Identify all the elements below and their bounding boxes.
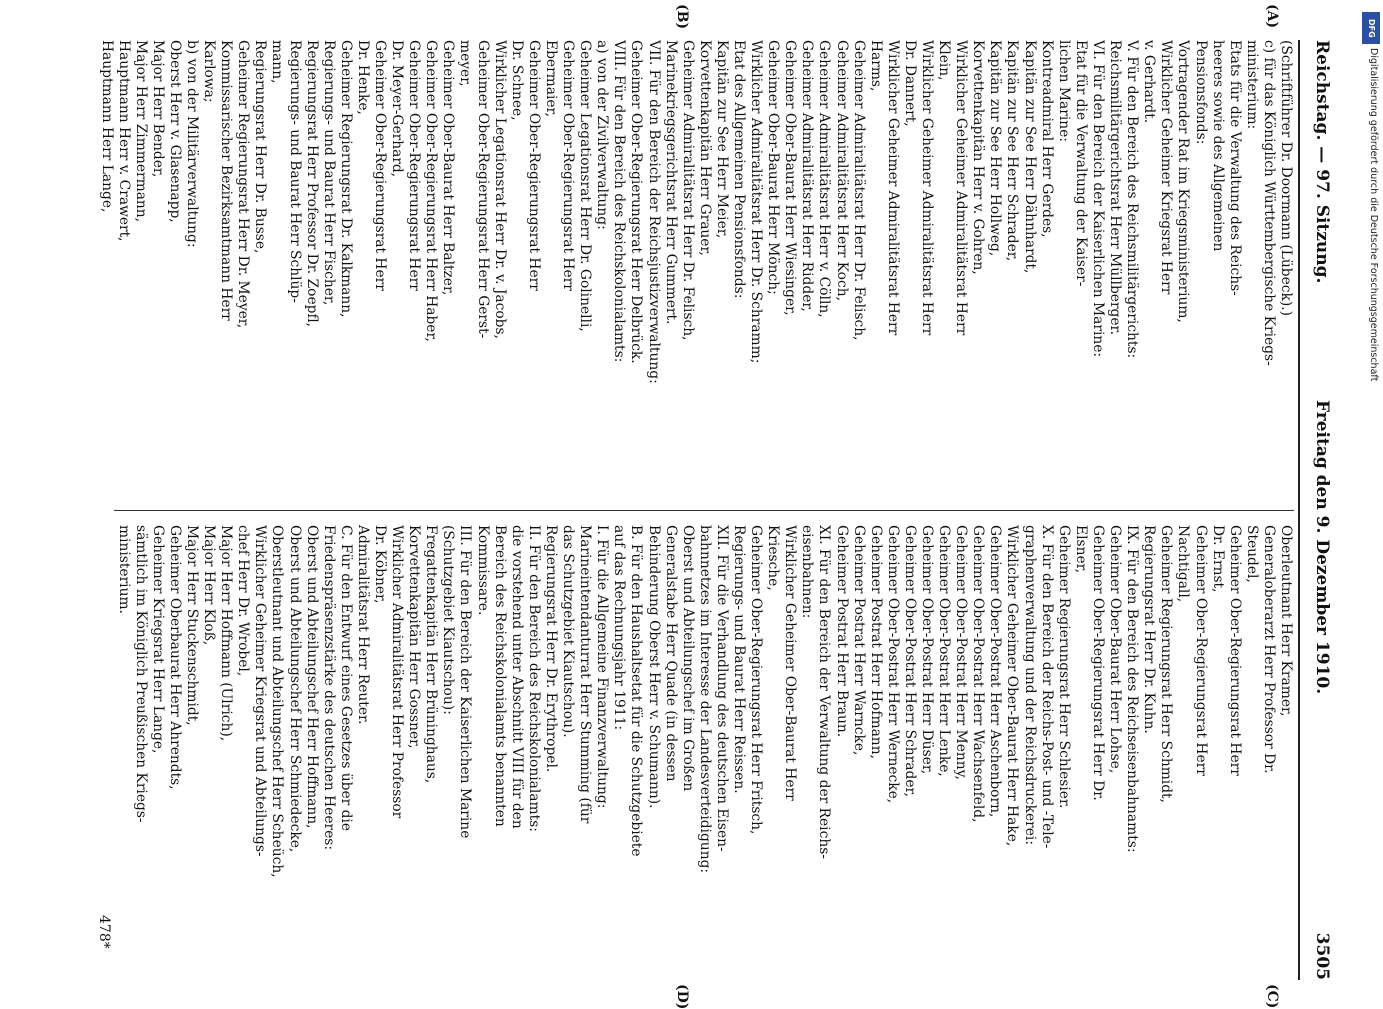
dfg-logo: DFG [1362,12,1380,44]
text-line: Klein, [936,40,953,81]
text-line: eisenbahnen: [799,525,816,619]
text-line: Kapitän zur See Herr Schrader, [1004,40,1021,262]
text-line: Dr. Schnee, [508,40,525,121]
text-line: Geheimer Ober-Regierungsrat Herr Dr. [1089,525,1106,801]
text-line: Oberstleutnant und Abteilungschef Herr Scheüch, [269,525,286,878]
text-line: Karlowa; [201,40,218,103]
text-line: Geheimer Ober-Postrat Herr Schrader, [901,525,918,797]
text-line: Wirklicher Geheimer Admiralitätsrat Herr [884,40,901,336]
rotated-page [80,4,1340,1009]
text-line: mann, [269,40,286,84]
text-line: Wirklicher Admiralitätsrat Herr Professor [389,525,406,819]
margin-mark-a: (A) [1264,4,1280,29]
text-line: Regierungs- und Baurat Herr Reissen. [731,525,747,794]
text-line: Etats für die Verwaltung des Reichs- [1226,40,1243,296]
text-line: Geheimer Ober-Regierungsrat Herr [525,40,542,291]
text-line: Geheimer Admiralitätsrat Herr v. Cölln, [816,40,833,318]
text-line: V. Für den Bereich des Reichsmilitärgerichts: [1124,40,1141,359]
text-line: Hauptmann Herr v. Crawert, [115,40,132,242]
text-line: Oberst und Abteilungschef Herr Hoffmann, [303,525,320,829]
text-line: Dr. Ernst, [1209,525,1226,593]
text-line: Pensionsfonds: [1192,40,1209,145]
text-line: meyer, [457,40,474,87]
text-line: lichen Marine: [1055,40,1072,142]
text-line: Admiralitätsrat Herr Reuter. [354,525,371,725]
dfg-sidebar [1362,12,1380,992]
text-line: Geheimer Postrat Herr Braun. [833,525,850,738]
text-line: Geheimer Postrat Herr Warncke, [850,525,867,756]
text-line: Geheimer Regierungsrat Herr Schlesier. [1055,525,1072,809]
text-line: Geheimer Admiralitätsrat Herr Dr. Felisch, [679,40,696,341]
text-line: Nachtigall, [1175,525,1192,603]
text-line: (Schutzgebiet Kiautschou): [440,525,457,715]
text-line: v. Gerhardt. [1141,40,1158,124]
text-line: Ebermaier, [542,40,559,118]
text-line: XII. Für die Verhandlung des deutschen Eisen- [713,525,730,852]
header-rule [1298,40,1300,980]
text-line: Friedenspräsenzstärke des deutschen Heeres: [320,525,337,850]
text-line: Geheimer Kriegsrat Herr Lange, [149,525,166,754]
text-line: X. Für den Bereich der Reichs-Post- und -Tele- [1038,525,1055,849]
text-line: sämtlich im Königlich Preußischen Kriegs- [132,525,149,823]
text-line: Oberst und Abteilungschef Herr Schmiedecke, [286,525,303,853]
dfg-credit-text: Digitalisierung gefördert durch die Deutsche Forschungsgemeinschaft [1368,48,1379,382]
text-line: Fregattenkapitän Herr Brüninghaus, [423,525,440,784]
text-line: Geheimer Regierungsrat Herr Schmidt, [1158,525,1175,803]
text-line: Geheimer Ober-Baurat Herr Mönch; [765,40,782,295]
text-line: Kapitän zur See Herr Dähnhardt, [1021,40,1038,274]
text-line: Geheimer Admiralitätsrat Herr Koch, [833,40,850,301]
text-line: c) für das Königlich Württembergische Kriegs- [1260,40,1277,366]
header-left: Reichstag. — 97. Sitzung. [1312,40,1332,284]
text-line: heeres sowie des Allgemeinen [1209,40,1226,252]
signature-mark: 478* [96,915,112,949]
text-line: VIII. Für den Bereich des Reichskolonialamts: [611,40,628,363]
text-line: I. Für die Allgemeine Finanzverwaltung: [594,525,611,809]
text-line: Kontreadmiral Herr Gerdes, [1038,40,1055,238]
text-line: Regierungs- und Baurat Herr Fischer, [320,40,337,306]
text-line: Geheimer Ober-Postrat Herr Aschenborn, [987,525,1004,818]
text-line: bahnnetzes im Interesse der Landesverteidigung: [696,525,713,874]
text-line: b) von der Militärverwaltung: [184,40,200,248]
text-line: Geheimer Admiralitätsrat Herr Dr. Felisch, [850,40,867,341]
text-line: Geheimer Ober-Regierungsrat Herr [1226,525,1243,776]
text-line: III. Für den Bereich der Kaiserlichen Marine [457,525,474,839]
left-column [97,40,1294,495]
text-line: Geheimer Ober-Regierungsrat Herr Fritsch, [748,525,765,835]
text-line: chef Herr Dr. Wrobel, [235,525,252,677]
text-line: Geheimer Postrat Herr Hofmann, [867,525,884,759]
text-line: Major Herr Kloß, [201,525,218,646]
text-line: ministerium. [115,525,132,614]
text-line: Major Herr Stuckenschmidt, [184,525,200,726]
text-line: Regierungsrat Herr Dr. Erythropel. [542,525,559,773]
text-line: Korvettenkapitän Herr Grauer, [696,40,713,256]
text-line: Harms, [867,40,884,92]
text-line: Wirklicher Geheimer Ober-Baurat Herr Hake, [1004,525,1021,847]
text-line: Geheimer Admiralitätsrat Herr Ridder, [799,40,816,312]
text-line: Geheimer Ober-Baurat Herr Baltzer, [440,40,457,296]
text-line: II. Für den Bereich des Reichskolonialamts: [525,525,542,832]
right-column [115,525,1294,980]
text-line: B. Für den Haushaltsetat für die Schutzgebiete [628,525,645,857]
text-line: Oberleutnant Herr Kramer, [1278,525,1294,717]
text-line: Geheimer Regierungsrat Dr. Kalkmann, [337,40,354,318]
text-line: Behinderung Oberst Herr v. Schumann). [645,525,662,809]
text-line: Geheimer Ober-Postrat Herr Menny, [953,525,970,781]
text-line: Wirklicher Geheimer Ober-Baurat Herr [782,525,799,801]
header-center: Freitag den 9. Dezember 1910. [1312,400,1332,695]
text-line: a) von der Zivilverwaltung: [594,40,611,230]
text-line: XI. Für den Bereich der Verwaltung der Reichs- [816,525,833,859]
text-line: Korvettenkapitän Herr Gossner, [406,525,423,749]
text-line: Kommissare. [474,525,491,616]
text-line: Dr. Dannert, [901,40,918,127]
text-line: Regierungs- und Baurat Herr Schlüp- [286,40,303,303]
text-line: Geheimer Ober-Regierungsrat Herr Haber, [423,40,440,342]
text-line: Wirklicher Geheimer Kriegsrat Herr [1158,40,1175,295]
margin-mark-b: (B) [674,4,690,30]
text-line: Geheimer Ober-Regierungsrat Herr [560,40,577,291]
text-line: Major Herr Zimmermann, [132,40,149,223]
text-line: Vortragender Rat im Kriegsministerium, [1175,40,1192,323]
text-line: Wirklicher Geheimer Admiralitätsrat Herr [919,40,936,336]
text-line: Geheimer Ober-Regierungsrat Herr Delbrück. [628,40,645,364]
text-line: Wirklicher Legationsrat Herr Dr. v. Jacobs, [491,40,508,339]
text-line: Geheimer Ober-Regierungsrat Herr Gerst- [474,40,491,339]
text-line: Major Herr Hoffmann (Ulrich), [218,525,235,742]
text-line: Geheimer Ober-Postrat Herr Düser, [919,525,936,775]
text-line: (Schriftführer Dr. Doormann (Lübeck).) [1278,40,1294,317]
text-line: Regierungsrat Herr Dr. Kuhn. [1141,525,1158,734]
margin-mark-d: (D) [674,984,690,1009]
text-line: ministerium: [1243,40,1260,130]
text-line: Hauptmann Herr Lange, [98,40,115,213]
text-line: graphenverwaltung und der Reichsdruckerei: [1021,525,1038,845]
text-line: Geheimer Oberbaurat Herr Ahrendts, [166,525,183,790]
text-line: Wirklicher Geheimer Kriegsrat und Abteilungs- [252,525,269,857]
text-line: Dr. Meyer-Gerhard, [389,40,406,178]
text-line: Generalstabe Herr Quade (in dessen [662,525,679,782]
text-line: Geheimer Legationsrat Herr Dr. Golinelli, [577,40,594,332]
column-divider [114,510,1294,511]
text-line: Geheimer Ober-Regierungsrat Herr [406,40,423,291]
text-line: Generaloberarzt Herr Professor Dr. [1260,525,1277,774]
text-line: Geheimer Ober-Postrat Herr Wernecke, [884,525,901,804]
text-line: Major Herr Bender, [149,40,166,178]
text-line: Reichsmilitärgerichtsrat Herr Müllberger. [1107,40,1124,336]
page-header [1304,40,1340,980]
text-line: IX. Für den Bereich des Reichseisenbahnamts: [1124,525,1141,853]
page-number: 3505 [1312,932,1332,980]
text-line: Oberst Herr v. Glasenapp, [166,40,183,223]
text-line: Kapitän zur See Herr Hollweg, [987,40,1004,257]
text-line: Oberst und Abteilungschef im Großen [679,525,696,792]
text-line: Korvettenkapitän Herr v. Gohren, [970,40,987,275]
text-line: Geheimer Ober-Regierungsrat Herr [1192,525,1209,776]
text-line: Kapitän zur See Herr Meier, [713,40,730,239]
text-line: Kommissarischer Bezirksamtmann Herr [218,40,235,321]
margin-mark-c: (C) [1264,984,1280,1009]
text-line: C. Für den Entwurf eines Gesetzes über die [337,525,354,832]
text-line: Regierungsrat Herr Dr. Busse, [252,40,269,254]
text-line: Geheimer Ober-Baurat Herr Lohse, [1107,525,1124,774]
text-line: Steudel, [1243,525,1260,583]
text-line: Wirklicher Geheimer Admiralitätsrat Herr [953,40,970,336]
text-line: Marineintendanturrat Herr Stumming (für [577,525,594,824]
text-line: Dr. Henke, [354,40,371,115]
text-line: auf das Rechnungsjahr 1911: [611,525,628,730]
text-line: Geheimer Ober-Baurat Herr Wiesinger, [782,40,799,316]
text-line: Marinekriegsgerichtsrat Herr Gummert. [662,40,679,325]
text-line: das Schutzgebiet Kiautschou). [560,525,577,738]
text-line: Etat des Allgemeinen Pensionsfonds: [731,40,747,299]
text-line: Geheimer Regierungsrat Herr Dr. Meyer, [235,40,252,329]
text-line: Bereich des Reichskolonialamts benannten [491,525,508,827]
text-line: die vorstehend unter Abschnitt VIII für den [508,525,525,829]
text-line: Geheimer Ober-Postrat Herr Wachsenfeld, [970,525,987,823]
text-line: VI. Für den Bereich der Kaiserlichen Marine: [1089,40,1106,358]
text-line: Regierungsrat Herr Professor Dr. Zoepfl, [303,40,320,328]
text-line: Wirklicher Admiralitätsrat Herr Dr. Schramm; [748,40,765,364]
text-line: VII. Für den Bereich der Reichsjustizverwaltung: [645,40,662,384]
text-line: Kriesche, [765,525,782,591]
text-line: Dr. Köbner, [372,525,389,604]
text-line: Etat für die Verwaltung der Kaiser- [1072,40,1089,287]
text-line: Geheimer Ober-Regierungsrat Herr [372,40,389,291]
text-line: Elsner, [1072,525,1089,574]
text-line: Geheimer Ober-Postrat Herr Lenke, [936,525,953,777]
